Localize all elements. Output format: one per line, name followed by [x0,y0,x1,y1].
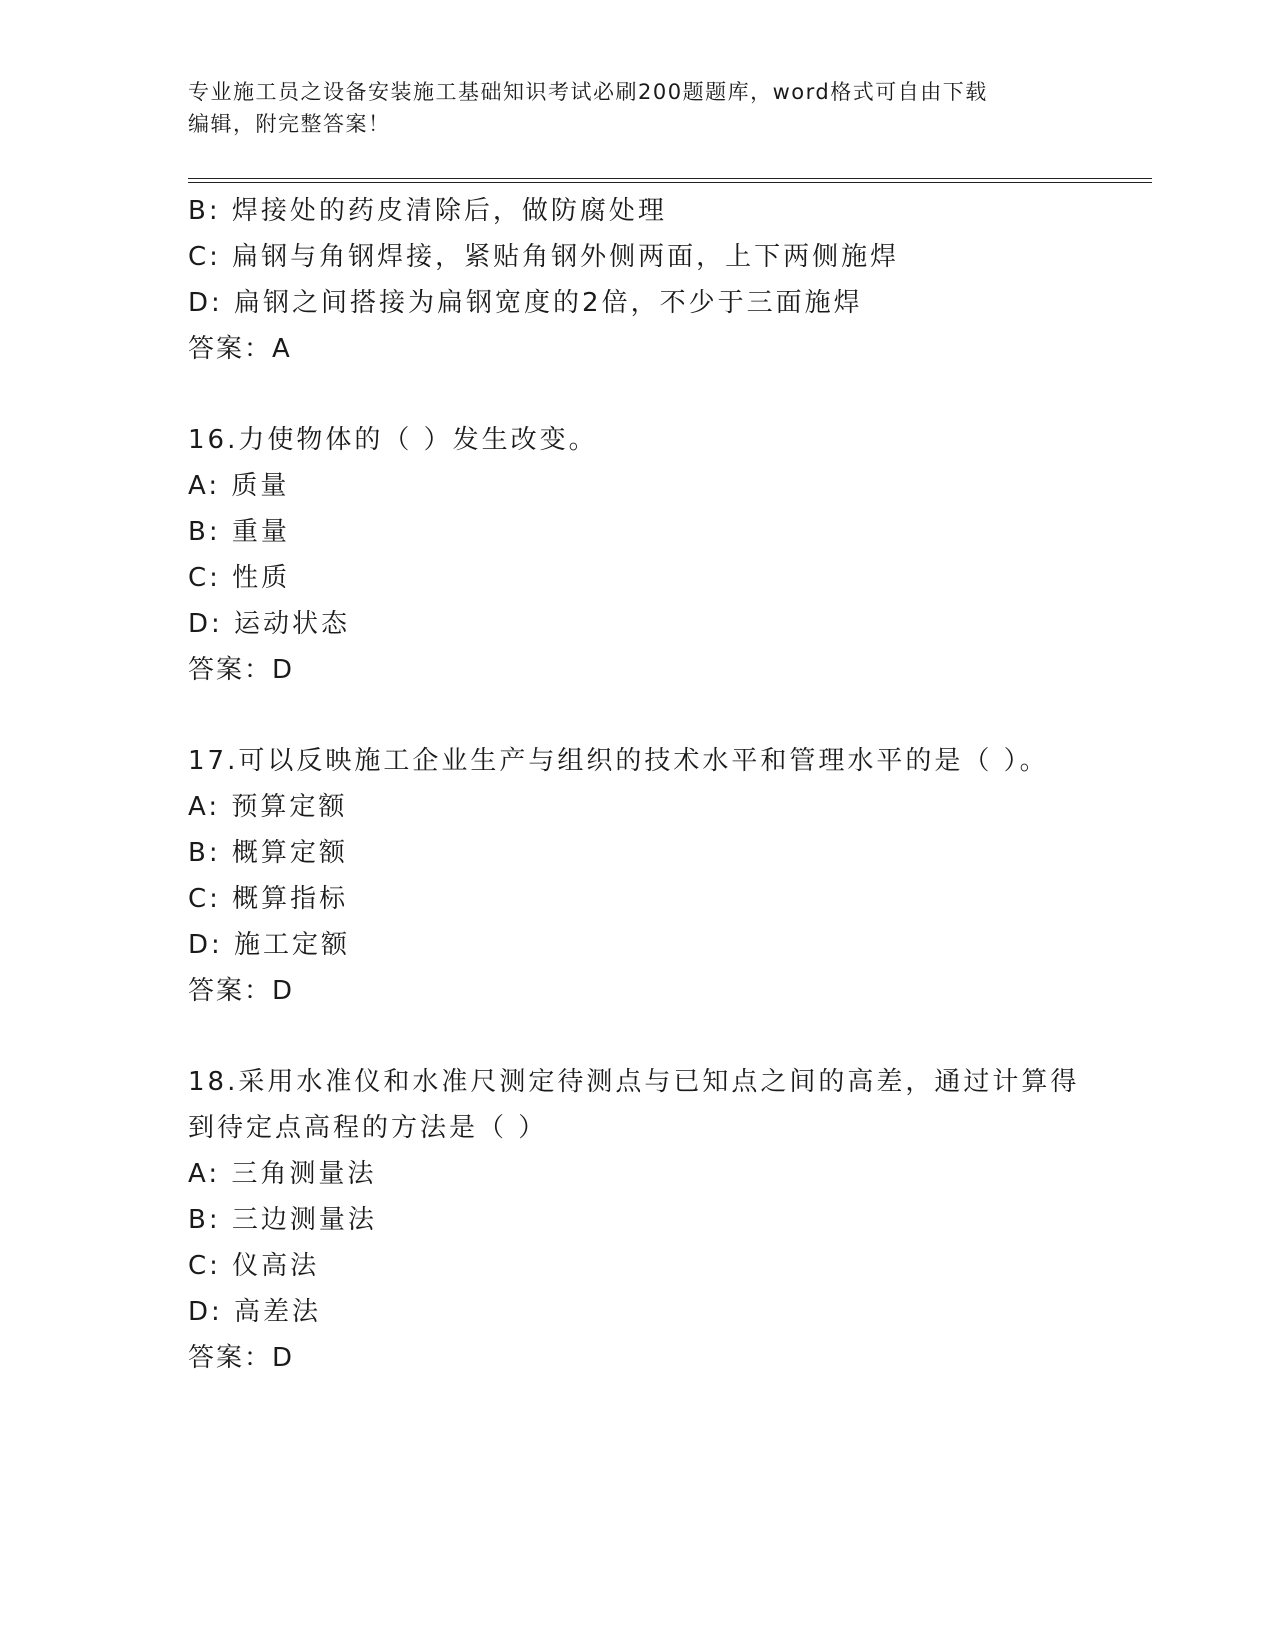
answer-label: 答案：D [188,1343,295,1373]
answer-label: 答案：D [188,655,295,685]
option-c: C: 性质 [188,563,291,593]
option-a: A: 预算定额 [188,792,348,822]
question-stem: 16.力使物体的（ ）发生改变。 [188,425,598,455]
option-c: C: 仪高法 [188,1251,320,1281]
option-b: B: 概算定额 [188,838,348,868]
question-17 [188,738,1148,1014]
option-c: C: 概算指标 [188,884,349,914]
option-d: D: 扁钢之间搭接为扁钢宽度的2倍，不少于三面施焊 [188,288,863,318]
option-d: D: 运动状态 [188,609,351,639]
question-stem-line-2: 到待定点高程的方法是（ ） [188,1113,548,1143]
question-stem: 17.可以反映施工企业生产与组织的技术水平和管理水平的是（ ）。 [188,746,1049,776]
header-title-line-1: 专业施工员之设备安装施工基础知识考试必刷200题题库，word格式可自由下载 [188,80,988,104]
header-divider-bottom [188,182,1152,183]
option-b: B: 重量 [188,517,290,547]
question-content [188,188,1148,1381]
option-d: D: 施工定额 [188,930,351,960]
question-18 [188,1059,1148,1381]
option-a: A: 三角测量法 [188,1159,377,1189]
question-stem-line-1: 18.采用水准仪和水准尺测定待测点与已知点之间的高差，通过计算得 [188,1067,1080,1097]
spacer [188,1014,1148,1059]
answer-label: 答案：D [188,976,295,1006]
answer-label: 答案：A [188,334,292,364]
spacer [188,693,1148,738]
option-d: D: 高差法 [188,1297,322,1327]
header-divider-top [188,178,1152,179]
option-c: C: 扁钢与角钢焊接，紧贴角钢外侧两面，上下两侧施焊 [188,242,900,272]
option-b: B: 焊接处的药皮清除后，做防腐处理 [188,196,667,226]
prev-question-block [188,188,1148,372]
option-b: B: 三边测量法 [188,1205,377,1235]
question-16 [188,417,1148,693]
spacer [188,372,1148,417]
header-title-line-2: 编辑，附完整答案！ [188,112,391,136]
document-header [188,76,1088,140]
option-a: A: 质量 [188,471,290,501]
